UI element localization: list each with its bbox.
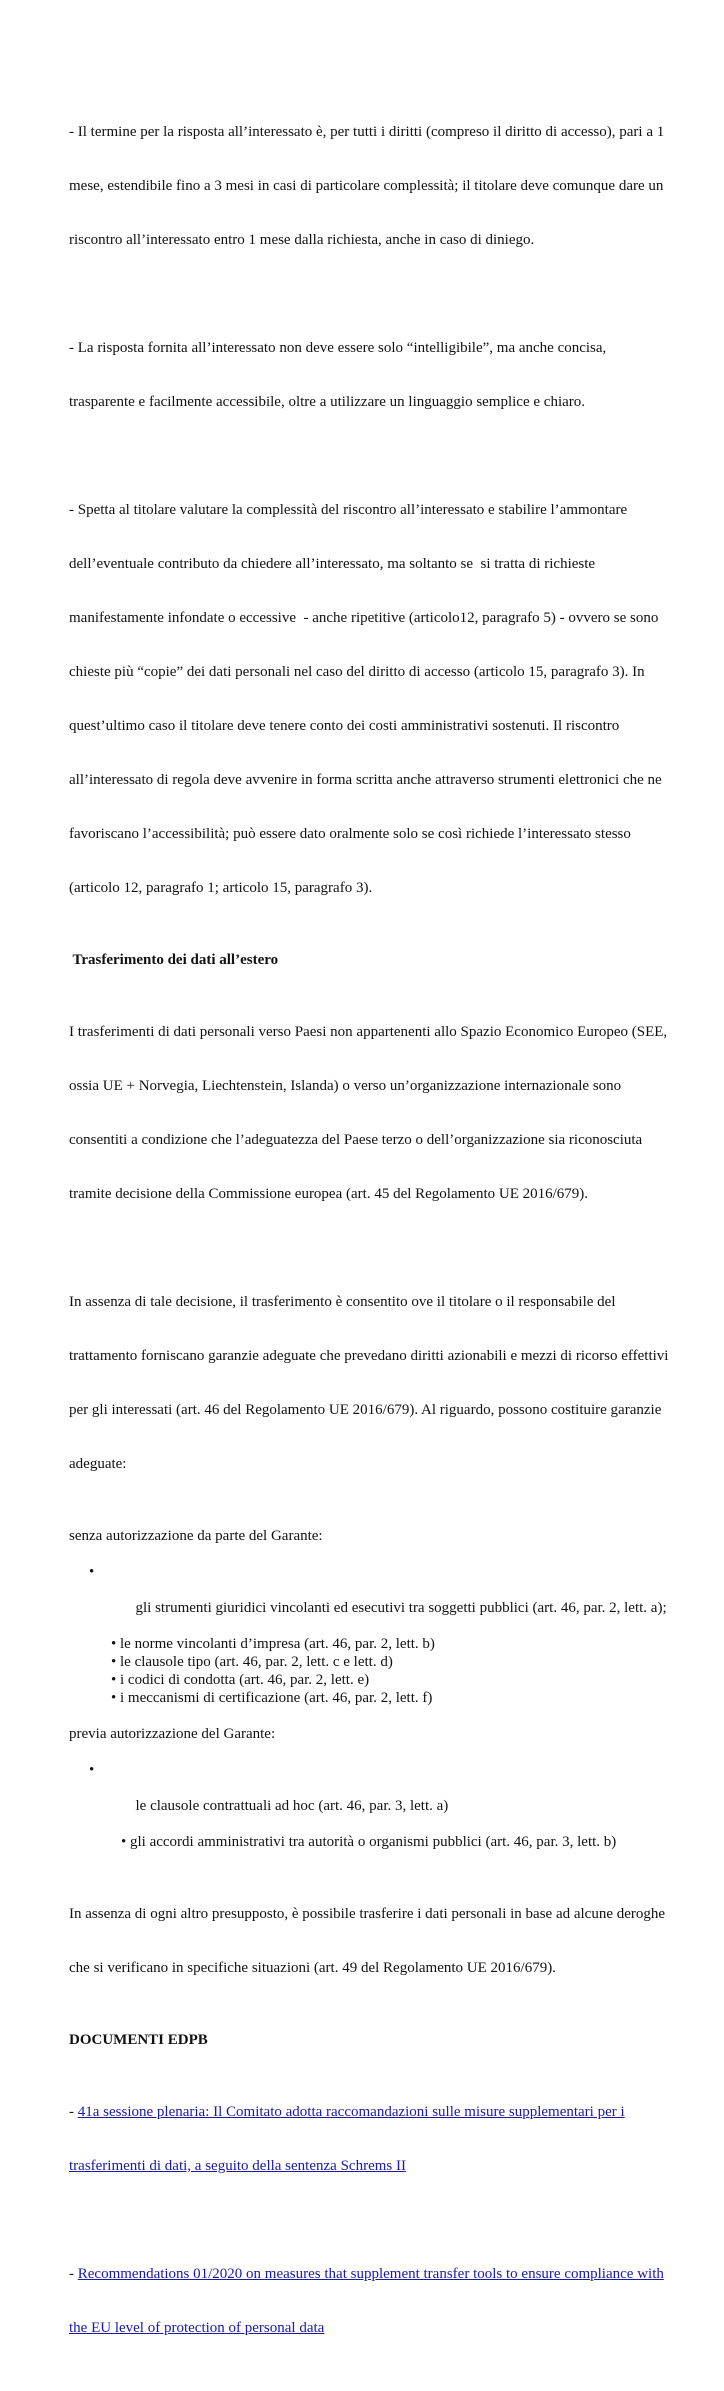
link-recommendations-line[interactable]: Recommendations 01/2020 on measures that supplement transfer tools to ensure compliance with <box>77 2266 664 2282</box>
link-prefix: - <box>69 2266 78 2282</box>
list-item-text: gli strumenti giuridici vincolanti ed esecutivi tra soggetti pubblici (art. 46, par. 2, lett. a); <box>135 1600 667 1616</box>
text-line: tramite decisione della Commissione europea (art. 45 del Regolamento UE 2016/679). <box>69 1186 589 1202</box>
paragraph-appropriate-safeguards <box>69 1257 669 1509</box>
paragraph-with-authorization: previa autorizzazione del Garante: <box>69 1726 276 1742</box>
paragraph-controller-assessment <box>69 465 662 933</box>
text-line: consentiti a condizione che l’adeguatezza del Paese terzo o dell’organizzazione sia riconosciuta <box>69 1132 643 1148</box>
text-line: I trasferimenti di dati personali verso Paesi non appartenenti allo Spazio Economico Europeo (SEE, <box>69 1024 668 1040</box>
document-page <box>69 87 669 2391</box>
list-without-authorization <box>69 1563 667 1707</box>
text-line: all’interessato di regola deve avvenire in forma scritta anche attraverso strumenti elettronici che ne <box>69 772 662 788</box>
list-item <box>69 1761 659 1833</box>
paragraph-transfer-adequacy <box>69 987 668 1239</box>
text-line: - Il termine per la risposta all’interessato è, per tutti i diritti (compreso il diritto di accesso), pari a 1 <box>69 124 665 140</box>
list-item <box>69 1563 667 1635</box>
text-line: - La risposta fornita all’interessato non deve essere solo “intelligibile”, ma anche concisa, <box>69 340 607 356</box>
text-line: manifestamente infondate o eccessive - anche ripetitive (articolo12, paragrafo 5) - ovvero se sono <box>69 610 659 626</box>
list-subitem: • i codici di condotta (art. 46, par. 2, lett. e) <box>111 1672 370 1688</box>
paragraph-response-clarity <box>69 303 659 447</box>
paragraph-derogations <box>69 1869 666 2013</box>
list-subitem: • i meccanismi di certificazione (art. 46, par. 2, lett. f) <box>111 1690 433 1706</box>
bullet-icon: • <box>89 1564 95 1580</box>
text-line: favoriscano l’accessibilità; può essere dato oralmente solo se così richiede l’interessato stesso <box>69 826 631 842</box>
text-line: In assenza di ogni altro presupposto, è possibile trasferire i dati personali in base ad alcune deroghe <box>69 1906 666 1922</box>
text-line: riscontro all’interessato entro 1 mese dalla richiesta, anche in caso di diniego. <box>69 232 535 248</box>
list-subitem: • le norme vincolanti d’impresa (art. 46, par. 2, lett. b) <box>111 1636 435 1652</box>
link-plenary-session-line[interactable]: trasferimenti di dati, a seguito della sentenza Schrems II <box>69 2158 406 2174</box>
text-line: adeguate: <box>69 1456 127 1472</box>
list-subitem: • le clausole tipo (art. 46, par. 2, lett. c e lett. d) <box>111 1654 393 1670</box>
list-with-authorization <box>69 1761 659 1851</box>
text-line: trasparente e facilmente accessibile, oltre a utilizzare un linguaggio semplice e chiaro. <box>69 394 586 410</box>
section-heading-edpb-documents: DOCUMENTI EDPB <box>69 2032 208 2048</box>
text-line: ossia UE + Norvegia, Liechtenstein, Islanda) o verso un’organizzazione internazionale sono <box>69 1078 622 1094</box>
text-line: (articolo 12, paragrafo 1; articolo 15, paragrafo 3). <box>69 880 373 896</box>
link-prefix: - <box>69 2104 78 2120</box>
list-subitem: • gli accordi amministrativi tra autorità o organismi pubblici (art. 46, par. 3, lett. b) <box>121 1834 617 1850</box>
link-recommendations-line[interactable]: the EU level of protection of personal data <box>69 2320 325 2336</box>
text-line: che si verificano in specifiche situazioni (art. 49 del Regolamento UE 2016/679). <box>69 1960 556 1976</box>
text-line: chieste più “copie” dei dati personali nel caso del diritto di accesso (articolo 15, paragrafo 3). In <box>69 664 645 680</box>
list-item-text: le clausole contrattuali ad hoc (art. 46, par. 3, lett. a) <box>135 1798 449 1814</box>
text-line: dell’eventuale contributo da chiedere all’interessato, ma soltanto se si tratta di richieste <box>69 556 596 572</box>
link-item-recommendations <box>69 2229 664 2373</box>
link-plenary-session-line[interactable]: 41a sessione plenaria: Il Comitato adotta raccomandazioni sulle misure supplementari per i <box>77 2104 625 2120</box>
text-line: quest’ultimo caso il titolare deve tenere conto dei costi amministrativi sostenuti. Il riscontro <box>69 718 620 734</box>
link-item-plenary <box>69 2067 659 2211</box>
text-line: per gli interessati (art. 46 del Regolamento UE 2016/679). Al riguardo, possono costituire garanzie <box>69 1402 662 1418</box>
text-line: mese, estendibile fino a 3 mesi in casi di particolare complessità; il titolare deve comunque dare un <box>69 178 664 194</box>
text-line: In assenza di tale decisione, il trasferimento è consentito ove il titolare o il responsabile del <box>69 1294 616 1310</box>
text-line: trattamento forniscano garanzie adeguate che prevedano diritti azionabili e mezzi di ricorso effettivi <box>69 1348 669 1364</box>
text-line: - Spetta al titolare valutare la complessità del riscontro all’interessato e stabilire l’ammontare <box>69 502 628 518</box>
paragraph-response-deadline <box>69 87 665 285</box>
paragraph-without-authorization: senza autorizzazione da parte del Garante: <box>69 1528 323 1544</box>
section-heading-transfers: Trasferimento dei dati all’estero <box>69 952 279 968</box>
bullet-icon: • <box>89 1762 95 1778</box>
